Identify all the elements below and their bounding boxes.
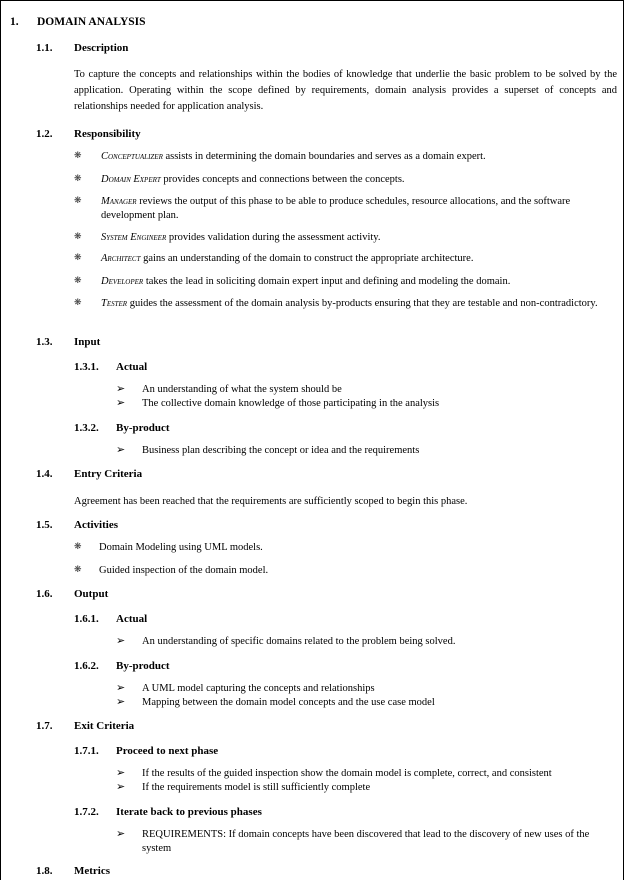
arrow-bullet-icon: ➢ xyxy=(116,635,126,647)
heading-number: 1.1. xyxy=(36,42,53,54)
list-item-text: The collective domain knowledge of those participating in the analysis xyxy=(142,398,440,409)
arrow-bullet-icon: ➢ xyxy=(116,828,126,840)
role-name: Manager xyxy=(101,196,137,207)
asterisk-bullet-icon: ❋ xyxy=(74,195,82,205)
entry-criteria-heading xyxy=(36,467,236,482)
heading-title: Actual xyxy=(116,613,148,625)
heading-title: Exit Criteria xyxy=(74,720,135,732)
heading-title: Proceed to next phase xyxy=(116,745,219,757)
list-item xyxy=(116,682,616,696)
heading-title: Input xyxy=(74,336,101,348)
arrow-bullet-icon: ➢ xyxy=(116,444,126,456)
heading-number: 1.7.2. xyxy=(74,806,99,818)
list-item xyxy=(116,383,616,397)
proceed-heading xyxy=(74,744,334,759)
arrow-bullet-icon: ➢ xyxy=(116,696,126,708)
role-name: Architect xyxy=(101,253,141,264)
heading-number: 1.6.2. xyxy=(74,660,99,672)
list-item-text: Guided inspection of the domain model. xyxy=(99,565,269,576)
list-item-text: An understanding of what the system should be xyxy=(142,384,342,395)
asterisk-bullet-icon: ❋ xyxy=(74,231,82,241)
list-item xyxy=(116,767,616,781)
iterate-heading xyxy=(74,805,374,820)
responsibility-heading xyxy=(36,127,236,142)
role-description: takes the lead in soliciting domain expert input and defining and modeling the domain. xyxy=(143,276,511,287)
list-item xyxy=(116,781,616,795)
activities-heading xyxy=(36,518,236,533)
list-item xyxy=(74,150,614,165)
heading-title: Metrics xyxy=(74,865,111,877)
description-text: To capture the concepts and relationships within the bodies of knowledge that underlie the basic problem to be solved by the application. Operating within the scope defined by requirements, domain analysis provides a superset of concepts and relationships needed for application analysis. xyxy=(74,69,617,112)
asterisk-bullet-icon: ❋ xyxy=(74,150,82,160)
heading-number: 1.7.1. xyxy=(74,745,99,757)
heading-number: 1.5. xyxy=(36,519,53,531)
heading-title: Activities xyxy=(74,519,118,531)
asterisk-bullet-icon: ❋ xyxy=(74,173,82,183)
heading-title: Description xyxy=(74,42,129,54)
heading-title: Entry Criteria xyxy=(74,468,143,480)
asterisk-bullet-icon: ❋ xyxy=(74,297,82,307)
heading-number: 1.4. xyxy=(36,468,53,480)
list-item-text: If the results of the guided inspection show the domain model is complete, correct, and consistent xyxy=(142,768,552,779)
output-heading xyxy=(36,587,236,602)
heading-title: Iterate back to previous phases xyxy=(116,806,262,818)
heading-number: 1.8. xyxy=(36,865,53,877)
section-number: 1. xyxy=(10,16,19,28)
asterisk-bullet-icon: ❋ xyxy=(74,275,82,285)
role-description: gains an understanding of the domain to construct the appropriate architecture. xyxy=(140,253,474,264)
arrow-bullet-icon: ➢ xyxy=(116,767,126,779)
arrow-bullet-icon: ➢ xyxy=(116,383,126,395)
heading-number: 1.3.1. xyxy=(74,361,99,373)
input-byproduct-heading xyxy=(74,421,274,436)
heading-title: Output xyxy=(74,588,109,600)
list-item-text: An understanding of specific domains related to the problem being solved. xyxy=(142,636,456,647)
list-item-text: If the requirements model is still sufficiently complete xyxy=(142,782,371,793)
section-heading xyxy=(10,15,310,31)
list-item-text: Mapping between the domain model concepts and the use case model xyxy=(142,697,435,708)
list-item xyxy=(74,275,614,290)
heading-title: By-product xyxy=(116,422,170,434)
list-item xyxy=(116,444,616,458)
heading-number: 1.6. xyxy=(36,588,53,600)
heading-title: Actual xyxy=(116,361,148,373)
list-item-text: REQUIREMENTS: If domain concepts have been discovered that lead to the discovery of new uses of the system xyxy=(142,829,590,854)
role-description: guides the assessment of the domain analysis by-products ensuring that they are testable and non-contradictory. xyxy=(127,298,598,309)
role-description: provides validation during the assessment activity. xyxy=(166,232,381,243)
output-byproduct-heading xyxy=(74,659,274,674)
entry-criteria-text: Agreement has been reached that the requirements are sufficiently scoped to begin this phase. xyxy=(74,496,468,507)
output-actual-heading xyxy=(74,612,274,627)
input-actual-heading xyxy=(74,360,274,375)
role-name: Tester xyxy=(101,298,128,309)
role-description: assists in determining the domain boundaries and serves as a domain expert. xyxy=(162,151,486,162)
asterisk-bullet-icon: ❋ xyxy=(74,564,82,574)
asterisk-bullet-icon: ❋ xyxy=(74,252,82,262)
list-item xyxy=(116,635,616,649)
role-description: reviews the output of this phase to be able to produce schedules, resource allocations, and the software development plan. xyxy=(101,196,571,221)
section-title: DOMAIN ANALYSIS xyxy=(37,16,146,28)
list-item xyxy=(116,397,616,411)
arrow-bullet-icon: ➢ xyxy=(116,781,126,793)
list-item xyxy=(74,231,614,246)
list-item xyxy=(74,564,614,579)
description-heading xyxy=(36,41,236,56)
input-heading xyxy=(36,335,236,350)
list-item xyxy=(116,696,616,710)
arrow-bullet-icon: ➢ xyxy=(116,682,126,694)
heading-number: 1.3.2. xyxy=(74,422,99,434)
heading-number: 1.7. xyxy=(36,720,53,732)
list-item xyxy=(74,252,614,267)
list-item xyxy=(74,173,614,188)
heading-number: 1.3. xyxy=(36,336,53,348)
metrics-heading xyxy=(36,864,236,879)
exit-criteria-heading xyxy=(36,719,236,734)
list-item xyxy=(74,195,614,225)
list-item xyxy=(74,297,614,327)
list-item xyxy=(74,541,614,556)
role-description: provides concepts and connections between the concepts. xyxy=(160,174,405,185)
asterisk-bullet-icon: ❋ xyxy=(74,541,82,551)
list-item-text: Domain Modeling using UML models. xyxy=(99,542,263,553)
role-name: Domain Expert xyxy=(101,174,161,185)
list-item-text: A UML model capturing the concepts and relationships xyxy=(142,683,375,694)
role-name: Developer xyxy=(101,276,144,287)
heading-number: 1.2. xyxy=(36,128,53,140)
role-name: Conceptualizer xyxy=(101,151,163,162)
list-item xyxy=(116,828,616,856)
role-name: System Engineer xyxy=(101,232,167,243)
heading-title: By-product xyxy=(116,660,170,672)
list-item-text: Business plan describing the concept or idea and the requirements xyxy=(142,445,420,456)
arrow-bullet-icon: ➢ xyxy=(116,397,126,409)
heading-title: Responsibility xyxy=(74,128,141,140)
heading-number: 1.6.1. xyxy=(74,613,99,625)
